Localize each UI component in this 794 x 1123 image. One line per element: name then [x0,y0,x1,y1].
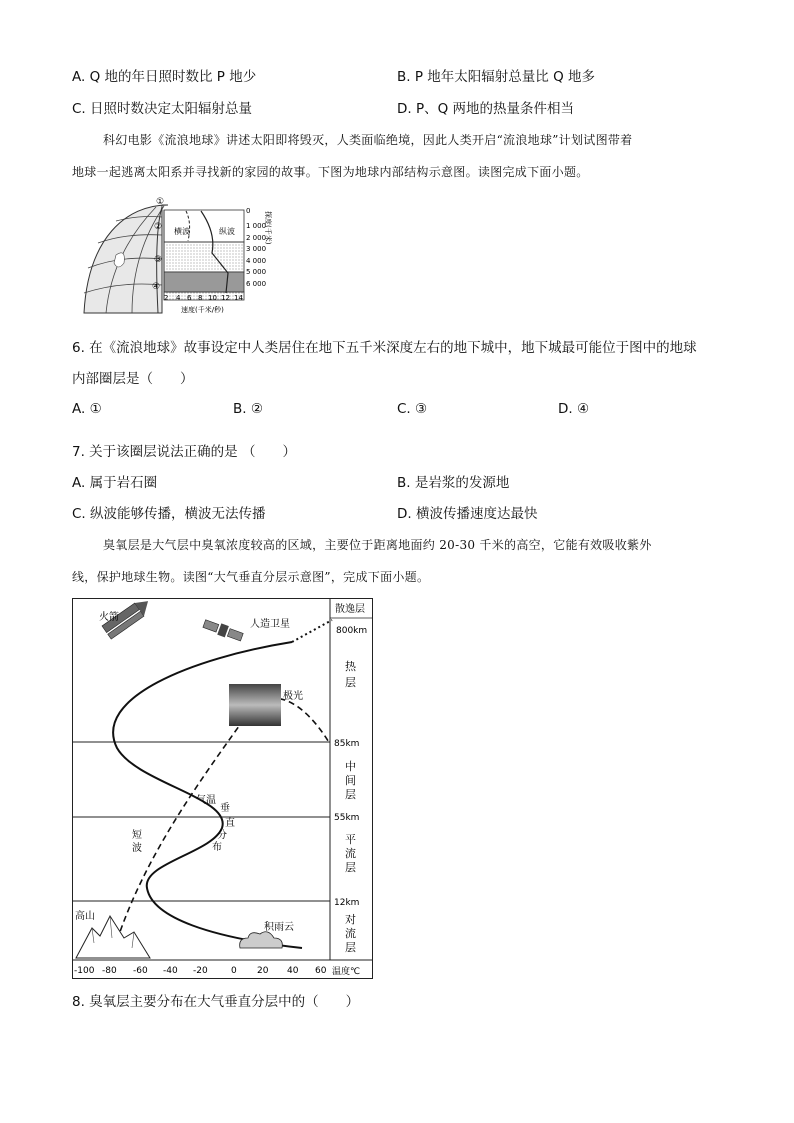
label-shortwave-1: 短 [132,830,142,841]
q6-option-b: B. ② [233,401,263,417]
q5-option-d: D. P、Q 两地的热量条件相当 [397,101,575,117]
q5-option-b: B. P 地年太阳辐射总量比 Q 地多 [397,69,595,85]
label-temp-curve-3: 直 [225,818,235,829]
layer-thermosphere-1: 热 [345,660,356,673]
aurora-image [229,684,281,726]
layer-mark-4: ④ [152,282,161,292]
q6-option-d: D. ④ [558,401,590,417]
temp-tick: -40 [163,966,178,976]
temp-tick: 40 [287,966,299,976]
layer-mark-3: ③ [154,255,163,265]
q7-option-b: B. 是岩浆的发源地 [397,475,510,491]
temp-tick: 60 [315,966,327,976]
passage2-line2: 线，保护地球生物。读图“大气垂直分层示意图”，完成下面小题。 [72,570,430,584]
label-temp-curve-2: 垂 [220,803,230,814]
passage2-line1: 臭氧层是大气层中臭氧浓度较高的区域，主要位于距离地面约 20-30 千米的高空，它能有效吸收紫外 [103,538,652,552]
label-temp-curve-5: 布 [212,842,222,853]
layer-troposphere-3: 层 [345,941,356,954]
q5-option-a: A. Q 地的年日照时数比 P 地少 [72,69,257,85]
layer-troposphere-1: 对 [345,913,356,926]
height-12km: 12km [334,898,360,908]
depth-tick: 0 [246,207,251,215]
label-temp-curve-1: 气温 [196,795,216,806]
q6-option-a: A. ① [72,401,102,417]
temp-tick: -60 [133,966,148,976]
q6-stem-line2: 内部圈层是（ ） [72,371,194,387]
layer-stratosphere-3: 层 [345,861,356,874]
depth-tick: 1 000 [246,222,267,230]
speed-tick: 8 [198,294,203,302]
q7-option-d: D. 横波传播速度达最快 [397,506,538,522]
q5-option-c: C. 日照时数决定太阳辐射总量 [72,101,253,117]
temp-axis-label: 温度℃ [332,967,361,977]
label-cloud: 积雨云 [264,922,294,933]
q6-stem-line1: 6. 在《流浪地球》故事设定中人类居住在地下五千米深度左右的地下城中，地下城最可能位于图中的地球 [72,340,697,356]
height-85km: 85km [334,739,360,749]
speed-tick: 12 [221,294,230,302]
speed-tick: 4 [176,294,181,302]
wave-label-shear: 横波 [174,227,190,236]
speed-tick: 14 [234,294,243,302]
depth-tick: 5 000 [246,268,267,276]
layer-thermosphere-2: 层 [345,676,356,689]
depth-tick: 3 000 [246,245,267,253]
wave-label-longitudinal: 纵波 [219,227,235,236]
height-55km: 55km [334,813,360,823]
q8-stem: 8. 臭氧层主要分布在大气垂直分层中的（ ） [72,994,360,1010]
depth-axis-label: 探度(千米) [264,211,272,245]
layer-mesosphere-1: 中 [345,760,356,773]
layer-mark-2: ② [154,222,163,232]
speed-tick: 10 [208,294,217,302]
temp-tick: -100 [74,966,95,976]
speed-axis-label: 速度(千米/秒) [181,306,224,314]
q6-option-c: C. ③ [397,401,428,417]
q7-option-c: C. 纵波能够传播，横波无法传播 [72,506,266,522]
label-rocket: 火箭 [99,612,119,623]
label-mountain: 高山 [75,911,95,922]
speed-tick: 2 [164,294,169,302]
temp-tick: -80 [102,966,117,976]
earth-interior-figure [76,193,276,318]
speed-tick: 6 [187,294,192,302]
q7-stem: 7. 关于该圈层说法正确的是 （ ） [72,444,296,460]
label-satellite: 人造卫星 [250,619,290,630]
layer-mark-1: ① [156,197,165,207]
passage1-line1: 科幻电影《流浪地球》讲述太阳即将毁灭，人类面临绝境，因此人类开启“流浪地球”计划试图带着 [103,133,633,147]
layer-troposphere-2: 流 [345,927,356,940]
layer-stratosphere-1: 平 [345,833,356,846]
passage1-line2: 地球一起逃离太阳系并寻找新的家园的故事。下图为地球内部结构示意图。读图完成下面小题。 [72,165,589,179]
temp-tick: 20 [257,966,269,976]
label-shortwave-2: 波 [132,843,142,854]
layer-exosphere: 散逸层 [335,604,365,615]
depth-tick: 6 000 [246,280,267,288]
label-temp-curve-4: 分 [217,830,227,841]
atmosphere-figure [72,598,374,980]
layer-stratosphere-2: 流 [345,847,356,860]
depth-tick: 4 000 [246,257,267,265]
height-800km: 800km [336,626,368,636]
layer-mesosphere-2: 间 [345,774,356,787]
depth-tick: 2 000 [246,234,267,242]
temp-tick: -20 [193,966,208,976]
layer-mesosphere-3: 层 [345,788,356,801]
temp-tick: 0 [231,966,237,976]
q7-option-a: A. 属于岩石圈 [72,475,158,491]
label-aurora: 极光 [283,691,303,702]
